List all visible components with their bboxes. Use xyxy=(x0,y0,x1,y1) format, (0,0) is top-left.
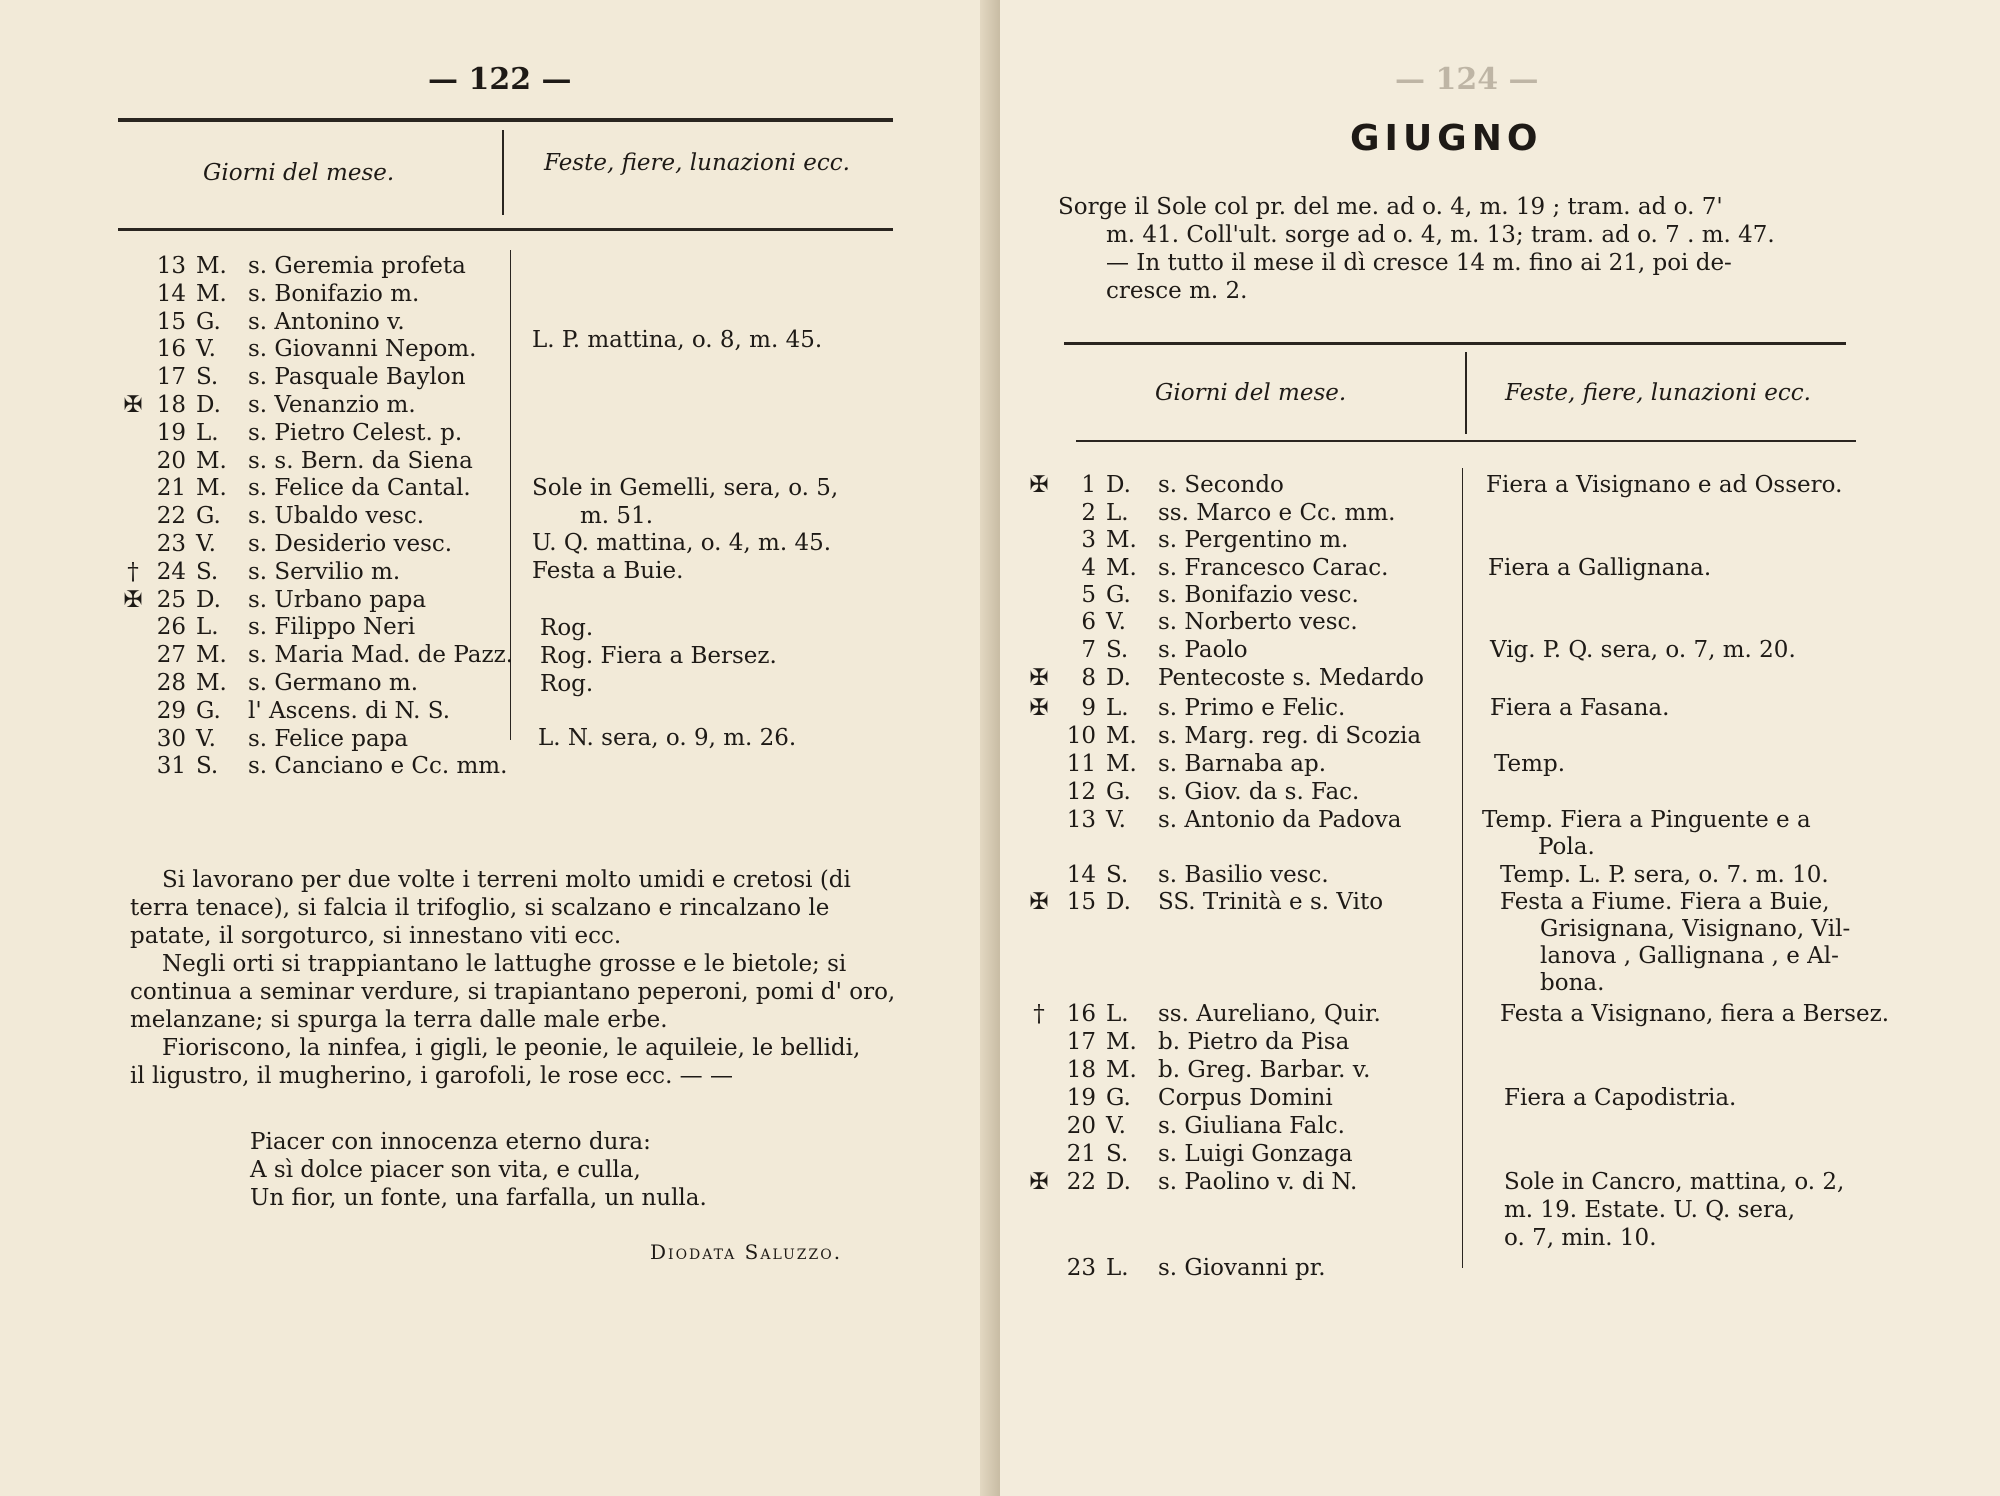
saint-name: s. Germano m. xyxy=(248,670,419,696)
page-number: — 124 — xyxy=(1395,62,1539,97)
para-line: continua a seminar verdure, si trapiantano peperoni, pomi d' oro, xyxy=(130,979,896,1005)
saint-name: s. Paolino v. di N. xyxy=(1158,1169,1358,1195)
weekday: M. xyxy=(1106,555,1137,581)
saint-name: l' Ascens. di N. S. xyxy=(248,697,451,724)
day-number: 9 xyxy=(1081,695,1096,721)
weekday: G. xyxy=(196,697,221,724)
saint-name: s. Marg. reg. di Scozia xyxy=(1158,723,1422,749)
cross-icon: † xyxy=(1033,1001,1045,1027)
weekday: M. xyxy=(196,475,227,502)
weekday: G. xyxy=(196,308,221,335)
day-number: 19 xyxy=(156,419,186,446)
maltese-cross-icon: ✠ xyxy=(1029,889,1049,915)
saint-name: s. Canciano e Cc. mm. xyxy=(248,753,508,780)
weekday: M. xyxy=(1106,751,1137,777)
day-number: 4 xyxy=(1081,555,1096,581)
left-page xyxy=(0,0,990,1496)
day-number: 25 xyxy=(156,586,186,613)
note-16: L. P. mattina, o. 8, m. 45. xyxy=(532,327,823,353)
note-9: Fiera a Fasana. xyxy=(1490,695,1670,721)
weekday: M. xyxy=(196,447,227,474)
header-feasts: Feste, fiere, lunazioni ecc. xyxy=(1505,380,1811,406)
saint-name: s. Primo e Felic. xyxy=(1158,695,1346,721)
saint-name: s. Giov. da s. Fac. xyxy=(1158,779,1360,805)
saint-name: s. Felice da Cantal. xyxy=(248,475,471,502)
day-number: 17 xyxy=(156,364,186,391)
poem-author: Diodata Saluzzo. xyxy=(650,1240,843,1264)
day-number: 22 xyxy=(1066,1169,1096,1195)
day-number: 14 xyxy=(156,280,186,307)
saint-name: s. Pasquale Baylon xyxy=(248,364,466,391)
note-28: Rog. xyxy=(540,671,594,697)
day-number: 20 xyxy=(1066,1113,1096,1139)
saint-name: s. Geremia profeta xyxy=(248,253,466,279)
saint-name: s. Bonifazio vesc. xyxy=(1158,582,1359,608)
sun-line: — In tutto il mese il dì cresce 14 m. fino ai 21, poi de- xyxy=(1106,250,1732,276)
saint-name: s. Desiderio vesc. xyxy=(248,531,453,557)
header-rule xyxy=(1076,440,1856,442)
weekday: M. xyxy=(196,642,227,669)
weekday: D. xyxy=(1106,1169,1131,1195)
day-number: 16 xyxy=(156,336,186,363)
weekday: G. xyxy=(1106,1085,1131,1111)
day-number: 23 xyxy=(1066,1255,1096,1281)
text-paragraph xyxy=(130,866,895,1090)
poem-line: Un fior, un fonte, una farfalla, un nulla. xyxy=(250,1185,707,1211)
header-rule xyxy=(118,228,893,231)
weekday: G. xyxy=(196,503,221,530)
day-number: 10 xyxy=(1066,723,1096,749)
day-number: 23 xyxy=(156,531,186,557)
day-number: 5 xyxy=(1081,582,1096,608)
note-27: Rog. Fiera a Bersez. xyxy=(540,643,777,669)
day-number: 14 xyxy=(1066,862,1096,888)
para-line: melanzane; si spurga la terra dalle male erbe. xyxy=(130,1007,668,1033)
saint-name: s. Giovanni Nepom. xyxy=(248,336,477,363)
saint-name: s. Norberto vesc. xyxy=(1158,609,1358,635)
day-number: 30 xyxy=(156,725,186,752)
saint-name: s. Giuliana Falc. xyxy=(1158,1113,1345,1139)
saint-name: Pentecoste s. Medardo xyxy=(1158,665,1425,691)
weekday: L. xyxy=(196,614,219,641)
day-number: 16 xyxy=(1066,1001,1096,1027)
weekday: D. xyxy=(1106,665,1131,691)
day-number: 6 xyxy=(1081,609,1096,635)
day-number: 21 xyxy=(156,475,186,502)
day-number: 18 xyxy=(156,392,186,418)
day-number: 26 xyxy=(156,614,186,641)
saint-name: s. Felice papa xyxy=(248,725,409,752)
weekday: L. xyxy=(196,419,219,446)
maltese-cross-icon: ✠ xyxy=(1029,472,1049,498)
saint-name: s. Maria Mad. de Pazz. xyxy=(248,642,514,669)
weekday: D. xyxy=(196,392,221,418)
para-line: Fioriscono, la ninfea, i gigli, le peonie, le aquileie, le bellidi, xyxy=(162,1035,861,1061)
poem xyxy=(250,1128,707,1212)
maltese-cross-icon: ✠ xyxy=(123,586,143,613)
day-number: 18 xyxy=(1066,1057,1096,1083)
note-15c: lanova , Gallignana , e Al- xyxy=(1540,943,1839,969)
header-divider xyxy=(502,130,504,215)
saint-name: s. Venanzio m. xyxy=(248,392,416,418)
saint-name: b. Pietro da Pisa xyxy=(1158,1029,1350,1055)
day-number: 3 xyxy=(1081,527,1096,553)
cross-icon: † xyxy=(127,558,139,585)
day-number: 13 xyxy=(1066,807,1096,833)
note-7: Vig. P. Q. sera, o. 7, m. 20. xyxy=(1490,637,1796,663)
note-19: Fiera a Capodistria. xyxy=(1504,1085,1737,1111)
note-21b: m. 51. xyxy=(580,503,654,529)
note-14: Temp. L. P. sera, o. 7. m. 10. xyxy=(1500,862,1829,888)
header-days: Giorni del mese. xyxy=(1155,380,1347,406)
note-15a: Festa a Fiume. Fiera a Buie, xyxy=(1500,889,1830,915)
day-number: 1 xyxy=(1081,472,1096,498)
maltese-cross-icon: ✠ xyxy=(123,392,143,418)
day-number: 7 xyxy=(1081,637,1096,663)
weekday: S. xyxy=(1106,862,1129,888)
weekday: V. xyxy=(196,725,216,752)
weekday: L. xyxy=(1106,500,1129,526)
weekday: L. xyxy=(1106,1255,1129,1281)
saint-name: s. Antonio da Padova xyxy=(1158,807,1402,833)
note-16: Festa a Visignano, fiera a Bersez. xyxy=(1500,1001,1890,1027)
saint-name: s. Barnaba ap. xyxy=(1158,751,1327,777)
saint-name: Corpus Domini xyxy=(1158,1085,1333,1111)
note-22b: m. 19. Estate. U. Q. sera, xyxy=(1504,1197,1796,1223)
weekday: L. xyxy=(1106,1001,1129,1027)
maltese-cross-icon: ✠ xyxy=(1029,695,1049,721)
note-22c: o. 7, min. 10. xyxy=(1504,1225,1657,1251)
weekday: M. xyxy=(1106,723,1137,749)
para-line: patate, il sorgoturco, si innestano viti ecc. xyxy=(130,923,622,949)
month-title: GIUGNO xyxy=(1350,118,1543,159)
day-number: 22 xyxy=(156,503,186,530)
saint-name: s. Servilio m. xyxy=(248,558,401,585)
day-number: 2 xyxy=(1081,500,1096,526)
poem-line: A sì dolce piacer son vita, e culla, xyxy=(250,1157,641,1183)
note-11: Temp. xyxy=(1494,751,1566,777)
day-number: 11 xyxy=(1066,751,1096,777)
weekday: V. xyxy=(196,531,216,557)
note-21a: Sole in Gemelli, sera, o. 5, xyxy=(532,475,839,501)
saint-name: s. Pergentino m. xyxy=(1158,527,1349,553)
maltese-cross-icon: ✠ xyxy=(1029,665,1049,691)
header-divider xyxy=(1465,352,1467,434)
weekday: D. xyxy=(196,586,221,613)
note-1: Fiera a Visignano e ad Ossero. xyxy=(1486,472,1843,498)
note-22a: Sole in Cancro, mattina, o. 2, xyxy=(1504,1169,1845,1195)
saint-name: b. Greg. Barbar. v. xyxy=(1158,1057,1371,1083)
note-15d: bona. xyxy=(1540,970,1605,996)
weekday: G. xyxy=(1106,779,1131,805)
weekday: M. xyxy=(196,670,227,696)
note-15b: Grisignana, Visignano, Vil- xyxy=(1540,916,1851,942)
day-number: 12 xyxy=(1066,779,1096,805)
note-13b: Pola. xyxy=(1538,834,1595,860)
saint-name: s. Basilio vesc. xyxy=(1158,862,1329,888)
weekday: S. xyxy=(1106,637,1129,663)
day-number: 19 xyxy=(1066,1085,1096,1111)
weekday: V. xyxy=(1106,1113,1126,1139)
weekday: D. xyxy=(1106,472,1131,498)
saint-name: ss. Marco e Cc. mm. xyxy=(1158,500,1396,526)
saint-name: SS. Trinità e s. Vito xyxy=(1158,889,1384,915)
weekday: S. xyxy=(196,753,219,780)
note-24: Festa a Buie. xyxy=(532,558,684,584)
para-line: il ligustro, il mugherino, i garofoli, le rose ecc. — — xyxy=(130,1063,733,1089)
saint-name: s. Francesco Carac. xyxy=(1158,555,1389,581)
sun-line: m. 41. Coll'ult. sorge ad o. 4, m. 13; tram. ad o. 7 . m. 47. xyxy=(1106,222,1775,248)
note-30: L. N. sera, o. 9, m. 26. xyxy=(538,725,797,751)
sun-line: Sorge il Sole col pr. del me. ad o. 4, m. 19 ; tram. ad o. 7' xyxy=(1058,194,1723,220)
weekday: V. xyxy=(1106,609,1126,635)
day-number: 20 xyxy=(156,447,186,474)
saint-name: s. Bonifazio m. xyxy=(248,280,420,307)
page-number: — 122 — xyxy=(428,62,572,97)
saint-name: s. Giovanni pr. xyxy=(1158,1255,1326,1281)
weekday: D. xyxy=(1106,889,1131,915)
day-number: 21 xyxy=(1066,1141,1096,1167)
weekday: M. xyxy=(196,280,227,307)
note-4: Fiera a Gallignana. xyxy=(1488,555,1712,581)
saint-name: s. Urbano papa xyxy=(248,586,427,613)
weekday: M. xyxy=(196,253,227,279)
weekday: V. xyxy=(196,336,216,363)
day-number: 27 xyxy=(156,642,186,669)
para-line: Negli orti si trappiantano le lattughe grosse e le bietole; si xyxy=(162,951,847,977)
weekday: S. xyxy=(196,558,219,585)
day-number: 24 xyxy=(156,558,186,585)
day-number: 28 xyxy=(156,670,186,696)
header-feasts: Feste, fiere, lunazioni ecc. xyxy=(544,150,850,176)
sun-paragraph xyxy=(1058,193,1775,305)
weekday: G. xyxy=(1106,582,1131,608)
saint-name: s. Pietro Celest. p. xyxy=(248,419,463,446)
top-rule xyxy=(1064,342,1846,345)
weekday: S. xyxy=(1106,1141,1129,1167)
day-number: 13 xyxy=(156,253,186,279)
saint-name: s. Secondo xyxy=(1158,472,1284,498)
column-divider xyxy=(1462,468,1463,1268)
day-number: 15 xyxy=(156,308,186,335)
note-23: U. Q. mattina, o. 4, m. 45. xyxy=(532,530,832,556)
saint-name: s. Ubaldo vesc. xyxy=(248,503,425,530)
maltese-cross-icon: ✠ xyxy=(1029,1169,1049,1195)
saint-name: ss. Aureliano, Quir. xyxy=(1158,1001,1381,1027)
weekday: M. xyxy=(1106,1029,1137,1055)
weekday: M. xyxy=(1106,527,1137,553)
saint-name: s. Luigi Gonzaga xyxy=(1158,1141,1353,1167)
saint-name: s. Antonino v. xyxy=(248,308,405,335)
note-13a: Temp. Fiera a Pinguente e a xyxy=(1482,807,1811,833)
weekday: L. xyxy=(1106,695,1129,721)
day-number: 31 xyxy=(156,753,186,780)
poem-line: Piacer con innocenza eterno dura: xyxy=(250,1129,651,1155)
sun-line: cresce m. 2. xyxy=(1106,278,1248,304)
note-26: Rog. xyxy=(540,615,594,641)
para-line: terra tenace), si falcia il trifoglio, si scalzano e rincalzano le xyxy=(130,895,830,921)
day-number: 17 xyxy=(1066,1029,1096,1055)
para-line: Si lavorano per due volte i terreni molto umidi e cretosi (di xyxy=(162,867,851,893)
top-rule xyxy=(118,118,893,122)
saint-name: s. Filippo Neri xyxy=(248,614,416,641)
saint-name: s. s. Bern. da Siena xyxy=(248,447,473,474)
saint-name: s. Paolo xyxy=(1158,637,1248,663)
weekday: S. xyxy=(196,364,219,391)
day-number: 8 xyxy=(1081,665,1096,691)
weekday: V. xyxy=(1106,807,1126,833)
day-number: 29 xyxy=(156,697,186,724)
header-days: Giorni del mese. xyxy=(203,160,395,186)
day-number: 15 xyxy=(1066,889,1096,915)
right-page xyxy=(1000,0,2000,1496)
weekday: M. xyxy=(1106,1057,1137,1083)
